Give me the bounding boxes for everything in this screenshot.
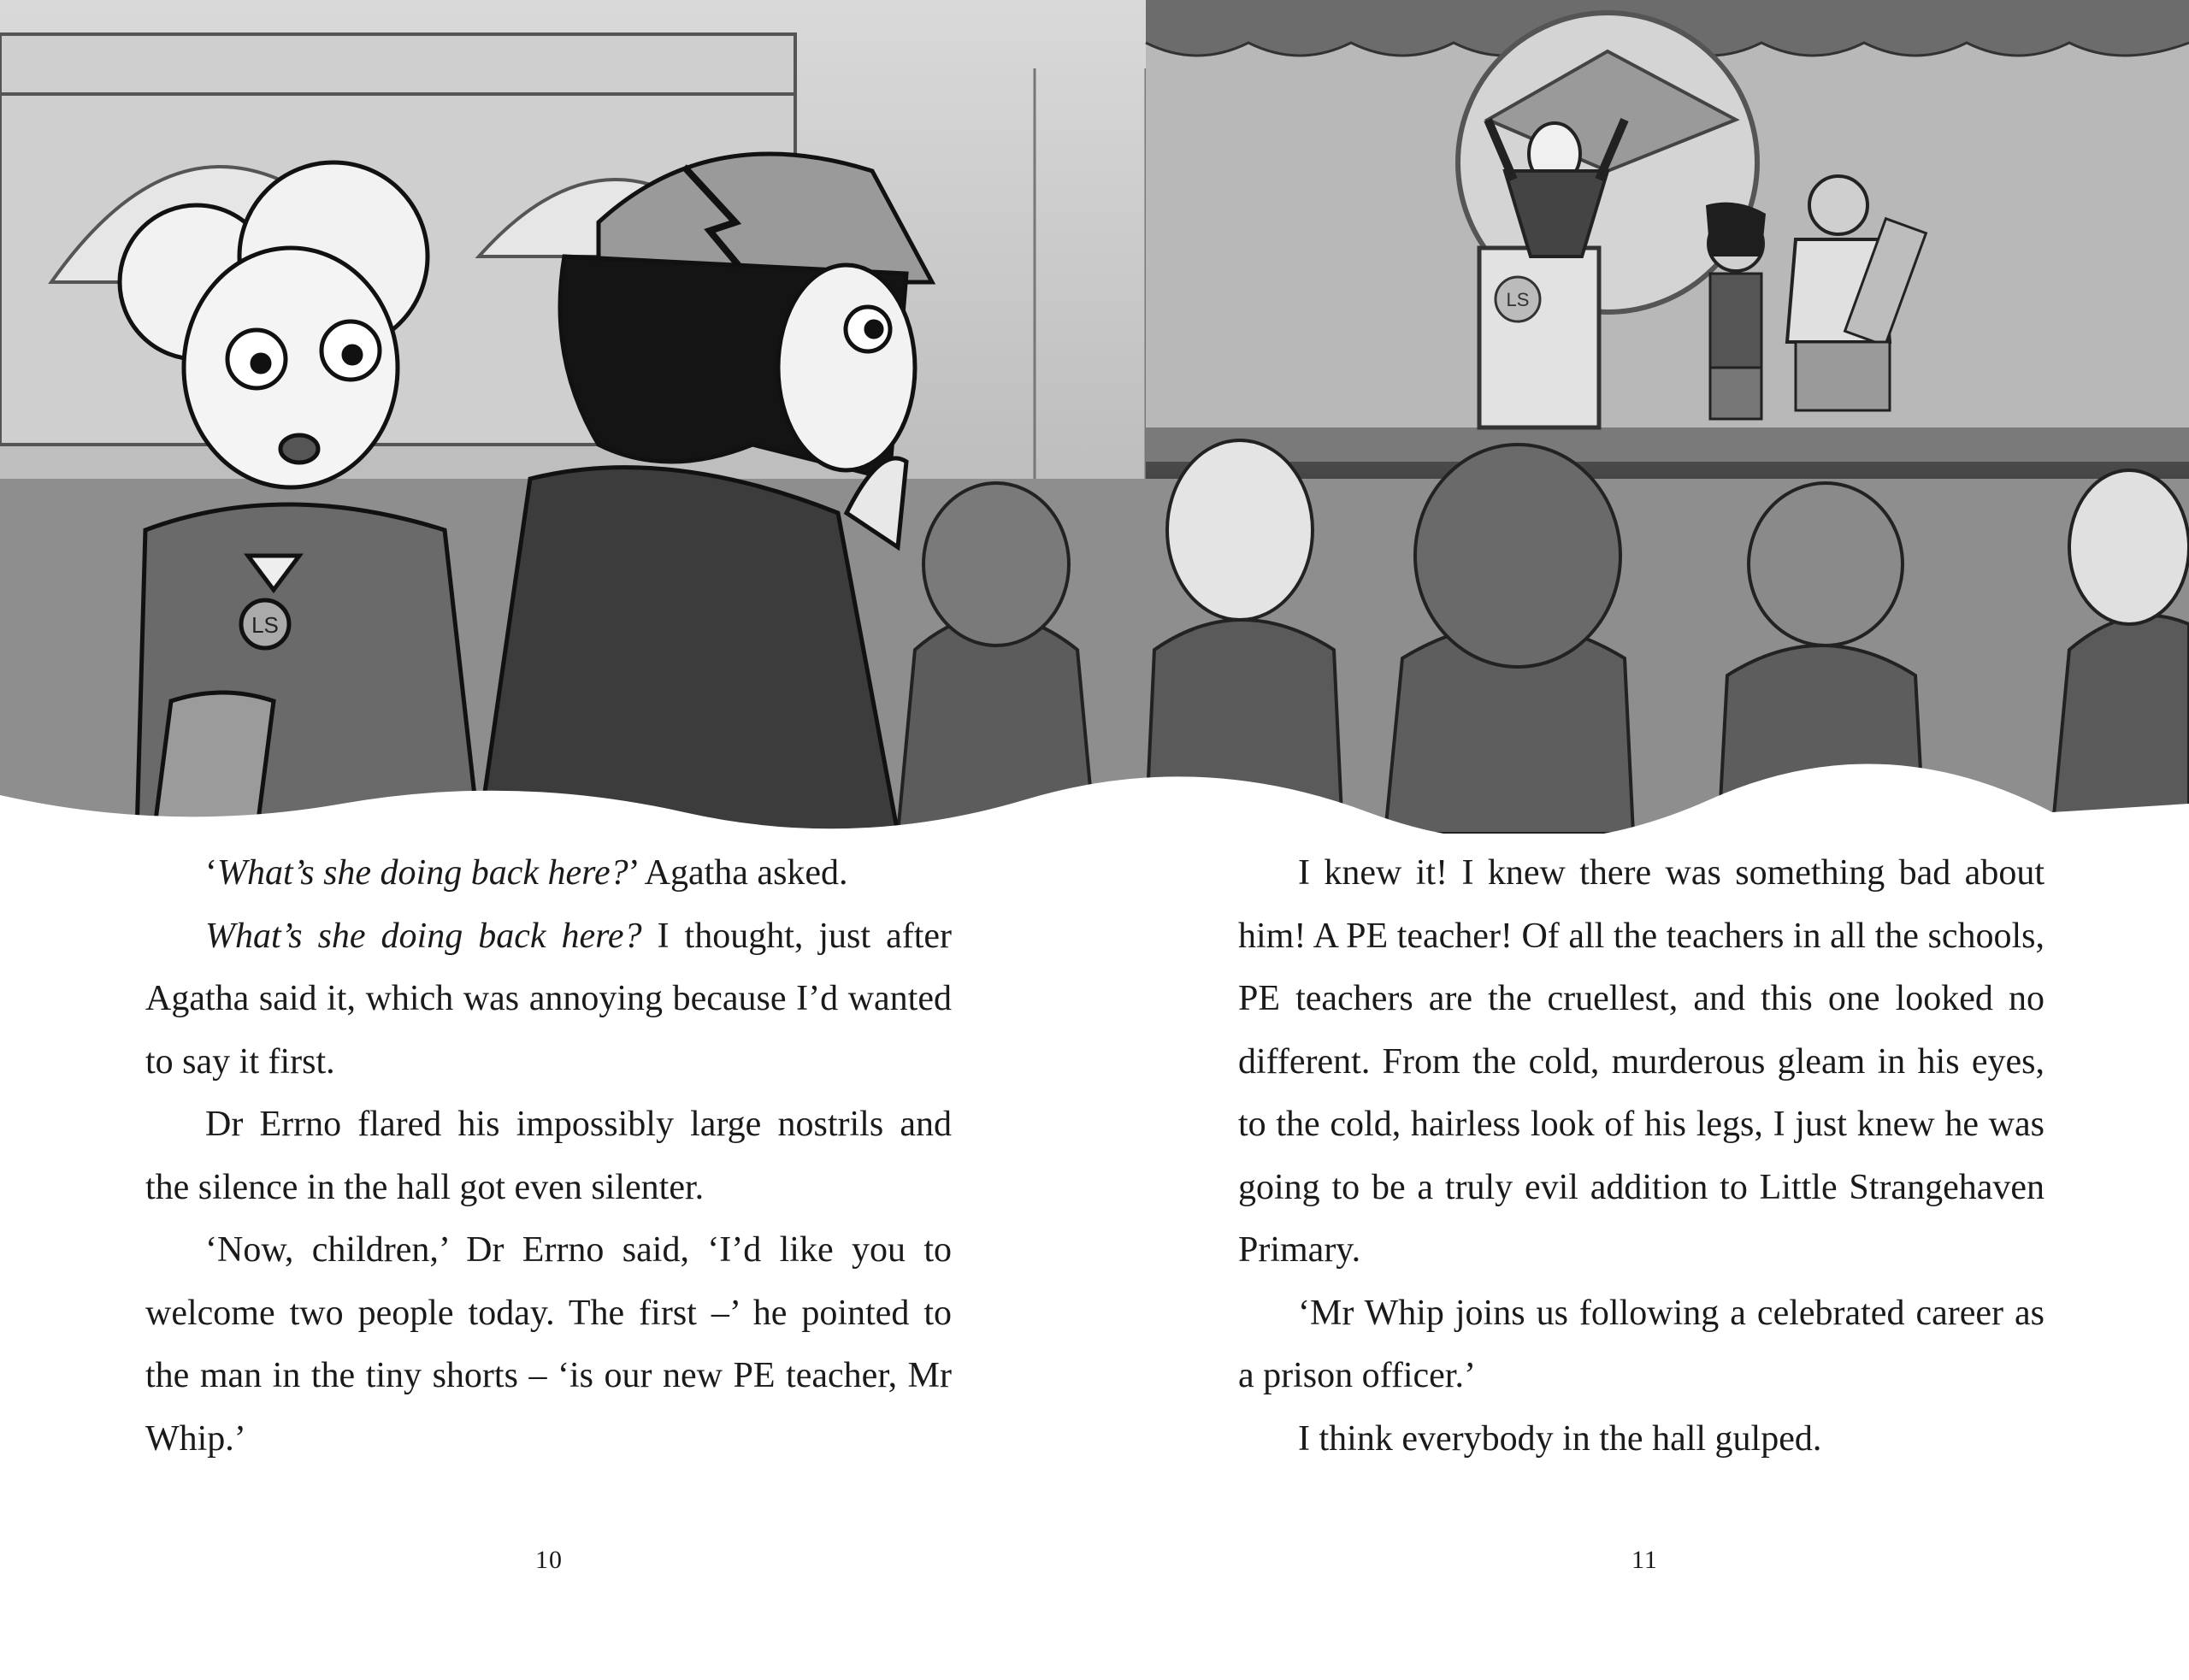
right-paragraph-3: I think everybody in the hall gulped.	[1298, 1418, 1822, 1459]
left-p1-rest: ’ Agatha asked.	[628, 853, 848, 893]
left-p1-open-quote: ‘	[205, 853, 217, 893]
left-page-text	[145, 842, 952, 1471]
left-p2-italic: What’s she doing back here?	[205, 916, 642, 956]
left-p1-italic: What’s she doing back here?	[217, 853, 628, 893]
sweater-emblem: LS	[251, 612, 279, 638]
right-paragraph-2: ‘Mr Whip joins us following a celebrated career as a prison officer.’	[1238, 1293, 2044, 1395]
podium-emblem: LS	[1506, 289, 1530, 310]
page-number-right: 11	[1631, 1546, 1658, 1574]
seated-woman-figure	[1706, 203, 1766, 419]
left-paragraph-3: Dr Errno flared his impossibly large nostrils and the silence in the hall got even silenter.	[145, 1105, 952, 1207]
left-p2-rest: I thought, just after Agatha said it, which was annoying because I’d wanted to say it first.	[145, 916, 952, 1082]
right-paragraph-1: I knew it! I knew there was something bad about him! A PE teacher! Of all the teachers in all the schools, PE teachers are the cruellest, and this one looked no different. From the cold, murderous gleam in his eyes, to the cold, hairless look of his legs, I just knew he was going to be a truly evil addition to Little Strangehaven Primary.	[1238, 853, 2044, 1270]
right-page-text	[1238, 842, 2044, 1471]
page-number-left: 10	[535, 1546, 563, 1574]
left-paragraph-4: ‘Now, children,’ Dr Errno said, ‘I’d like you to welcome two people today. The first –’ he pointed to the man in the tiny shorts – ‘is our new PE teacher, Mr Whip.’	[145, 1230, 952, 1459]
left-paragraph-1	[145, 842, 952, 905]
left-paragraph-2	[145, 905, 952, 1094]
school-hall-illustration	[0, 0, 2189, 834]
